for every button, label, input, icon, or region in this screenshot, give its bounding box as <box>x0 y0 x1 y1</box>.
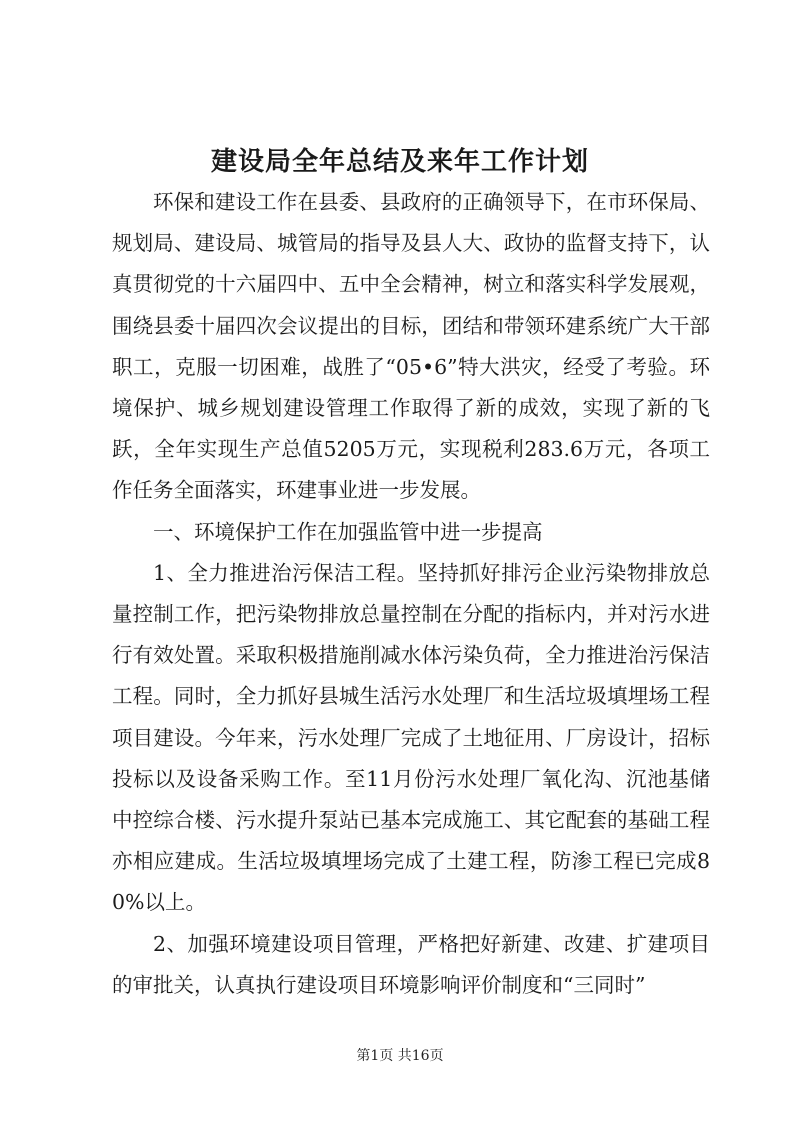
paragraph-item-1: 1、全力推进治污保洁工程。坚持抓好排污企业污染物排放总量控制工作，把污染物排放总量控制在分配的指标内，并对污水进行有效处置。采取积极措施削减水体污染负荷，全力推进治污保洁工程。同时，全力抓好县城生活污水处理厂和生活垃圾填埋场工程项目建设。今年来，污水处理厂完成了土地征用、厂房设计，招标投标以及设备采购工作。至11月份污水处理厂氧化沟、沉池基储中控综合楼、污水提升泵站已基本完成施工、其它配套的基础工程亦相应建成。生活垃圾填埋场完成了土建工程，防渗工程已完成80%以上。 <box>112 560 710 915</box>
section-heading-environment: 一、环境保护工作在加强监管中进一步提高 <box>153 519 543 544</box>
paragraph-intro: 环保和建设工作在县委、县政府的正确领导下，在市环保局、规划局、建设局、城管局的指导及县人大、政协的监督支持下，认真贯彻党的十六届四中、五中全会精神，树立和落实科学发展观，围绕县委十届四次会议提出的目标，团结和带领环建系统广大干部职工，克服一切困难，战胜了“05•6”特大洪灾，经受了考验。环境保护、城乡规划建设管理工作取得了新的成效，实现了新的飞跃，全年实现生产总值5205万元，实现税利283.6万元，各项工作任务全面落实，环建事业进一步发展。 <box>112 190 710 503</box>
page-number-footer: 第1页 共16页 <box>356 1048 444 1064</box>
document-title: 建设局全年总结及来年工作计划 <box>210 147 589 177</box>
paragraph-item-2: 2、加强环境建设项目管理，严格把好新建、改建、扩建项目的审批关，认真执行建设项目环境影响评价制度和“三同时” <box>112 931 710 997</box>
document-body <box>112 182 710 1006</box>
